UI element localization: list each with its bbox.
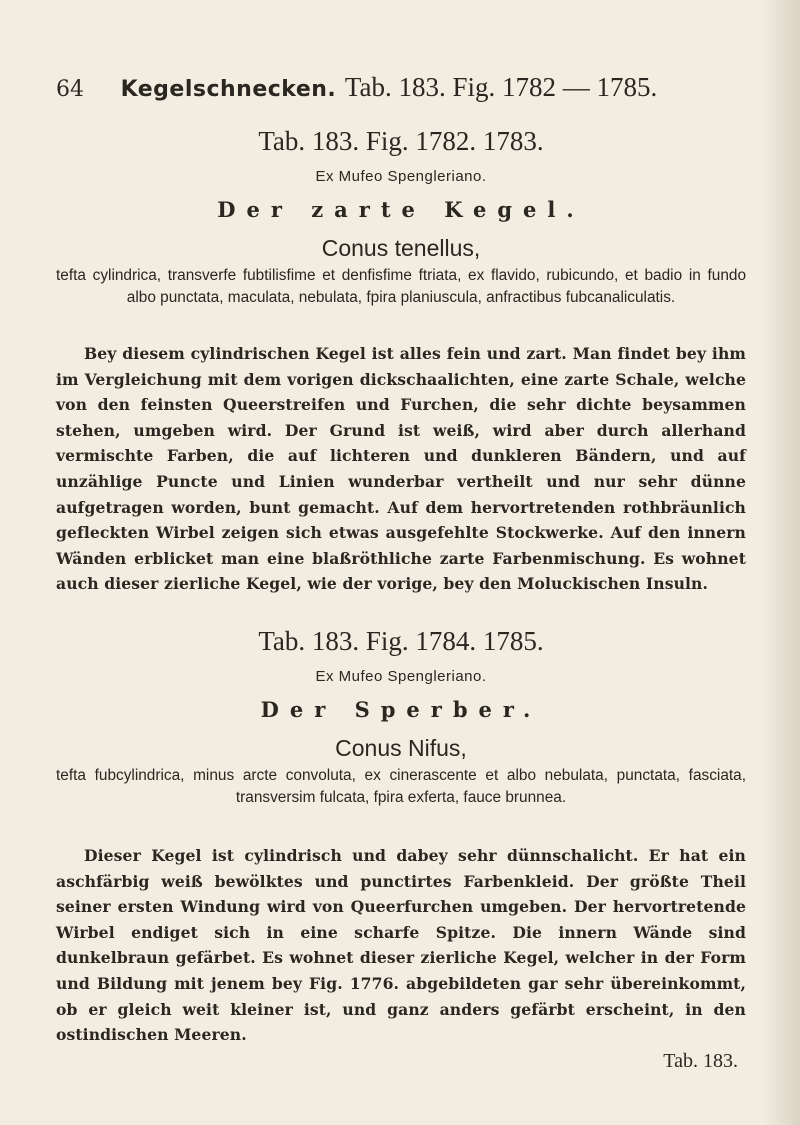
plate-reference: Tab. 183. Fig. 1782 — 1785. bbox=[344, 72, 658, 102]
latin-description: tefta fubcylindrica, minus arcte convoluta, ex cinerascente et albo nebulata, punctata, fasciata, transversim fulcata, fpira exferta, fauce brunnea. bbox=[56, 767, 746, 806]
running-head bbox=[56, 72, 746, 103]
german-description: Bey diesem cylindrischen Kegel ist alles fein und zart. Man findet bey ihm im Vergleichung mit dem vorigen dickschaalichten, eine zarte Schale, welche von den feinsten Queerstreifen und Furchen, die sehr dichte beysammen stehen, umgeben wird. Der Grund ist weiß, wird aber durch allerhand vermischte Farben, die auf lichteren und dunkleren Bändern, und auf unzählige Puncte und Linien wunderbar vertheilt und nur sehr dünne aufgetragen worden, bunt gemacht. Auf dem hervortretenden rothbräunlich gefleckten Wirbel zeigen sich etwas ausgefehlte Stockwerke. Auf den innern Wänden erblicket man eine blaßröthliche zarte Farbenmischung. Es wohnet auch dieser zierliche Kegel, wie der vorige, bey den Moluckischen Insuln. bbox=[56, 344, 746, 594]
entry-source: Ex Mufeo Spengleriano. bbox=[315, 168, 487, 185]
section-title: Kegelschnecken. bbox=[120, 77, 337, 102]
entry-heading: Tab. 183. Fig. 1782. 1783. bbox=[258, 126, 544, 156]
entry-heading: Tab. 183. Fig. 1784. 1785. bbox=[258, 626, 544, 656]
german-species-name: Der zarte Kegel. bbox=[217, 197, 585, 222]
catchword: Tab. 183. bbox=[663, 1050, 738, 1072]
page-number: 64 bbox=[56, 77, 84, 102]
page-gutter-shadow bbox=[762, 0, 800, 1125]
latin-description: tefta cylindrica, transverfe fubtilisfime et denfisfime ftriata, ex flavido, rubicundo, et badio in fundo albo punctata, maculata, nebulata, fpira planiuscula, anfractibus fubcanaliculatis. bbox=[56, 267, 746, 306]
entry-source: Ex Mufeo Spengleriano. bbox=[315, 668, 487, 685]
latin-species-name: Conus tenellus, bbox=[321, 235, 481, 261]
german-description: Dieser Kegel ist cylindrisch und dabey sehr dünnschalicht. Er hat ein aschfärbig weiß bewölktes und punctirtes Farbenkleid. Der größte Theil seiner ersten Windung wird von Queerfurchen umgeben. Der hervortretende Wirbel endiget sich in eine scharfe Spitze. Die innern Wände sind dunkelbraun gefärbet. Es wohnet dieser zierliche Kegel, welcher in der Form und Bildung mit jenem bey Fig. 1776. abgebildeten gar sehr übereinkommt, ob er gleich weit kleiner ist, und ganz anders gefärbt erscheint, in den ostindischen Meeren. bbox=[56, 846, 746, 1045]
latin-species-name: Conus Nifus, bbox=[335, 735, 467, 761]
german-species-name: Der Sperber. bbox=[260, 697, 542, 722]
